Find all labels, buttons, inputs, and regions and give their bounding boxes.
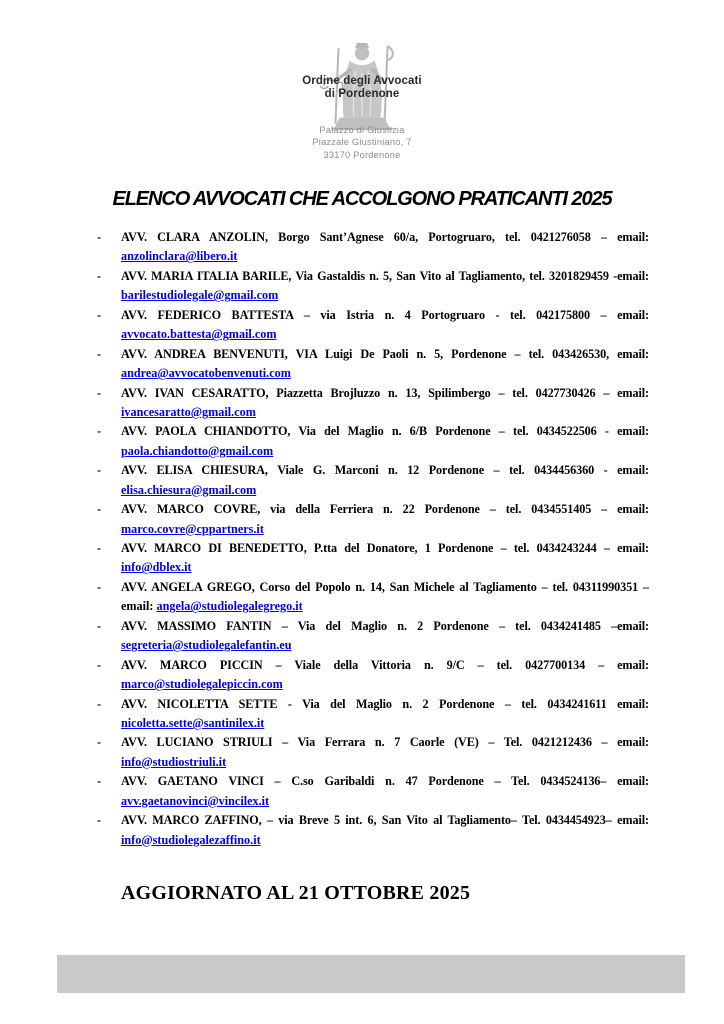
entry-email-link[interactable]: nicoletta.sette@santinilex.it [121,715,265,730]
entry-body [121,461,649,500]
entry-email-line [121,714,649,733]
entry-bullet: - [97,268,102,283]
entry-body [121,306,649,345]
entry-body [121,772,649,811]
entry-bullet: - [97,813,102,828]
entry-text: AVV. CLARA ANZOLIN, Borgo Sant’Agnese 60/a, Portogruaro, tel. 0421276058 – email: [121,230,649,244]
entry-body [121,695,649,734]
redaction-bar [57,955,685,993]
entry-text: AVV. IVAN CESARATTO, Piazzetta Brojluzzo n. 13, Spilimbergo – tel. 0427730426 – email: [121,385,649,400]
entry-bullet: - [97,385,102,400]
lawyer-entry [97,228,649,267]
entry-email-line [121,247,649,266]
entry-body [121,228,649,267]
entry-email-link[interactable]: marco.covre@cppartners.it [121,521,264,536]
entry-bullet: - [97,307,102,322]
entry-body [121,733,649,772]
lawyer-entry [97,422,649,461]
entry-email-link[interactable]: avvocato.battesta@gmail.com [121,327,277,342]
lawyer-entry [97,656,649,695]
entry-email-link[interactable]: avv.gaetanovinci@vincilex.it [121,793,270,808]
entry-text: AVV. MASSIMO FANTIN – Via del Maglio n. 2 Pordenone – tel. 0434241485 –email: [121,618,649,633]
entry-email-line [121,403,649,422]
entry-email-link[interactable]: info@studiolegalezaffino.it [121,832,261,847]
entry-body [121,384,649,423]
org-name-line2: di Pordenone [324,88,400,100]
entry-text: AVV. GAETANO VINCI – C.so Garibaldi n. 47 Pordenone – Tel. 0434524136– email: [121,774,649,789]
page-title: ELENCO AVVOCATI CHE ACCOLGONO PRATICANTI 2025 [112,188,612,210]
org-name [0,75,724,101]
entry-email-link[interactable]: ivancesaratto@gmail.com [121,404,256,419]
entry-bullet: - [97,657,102,672]
entry-email-link[interactable]: paola.chiandotto@gmail.com [121,443,274,458]
lawyer-entry [97,461,649,500]
entry-bullet: - [97,696,102,711]
entry-body [121,539,649,578]
lawyer-entry [97,539,649,578]
entry-bullet: - [97,424,102,439]
lawyer-entry [97,384,649,423]
entry-email-link[interactable]: marco@studiolegalepiccin.com [121,677,283,692]
lawyer-entry [97,617,649,656]
entry-email-link[interactable]: elisa.chiesura@gmail.com [121,482,257,497]
entry-text: AVV. MARIA ITALIA BARILE, Via Gastaldis n. 5, San Vito al Tagliamento, tel. 3201829459 -email: [121,268,649,283]
lawyer-entry [97,578,649,617]
entry-body [121,811,649,850]
entry-email-link[interactable]: info@studiostriuli.it [121,754,227,769]
entry-bullet: - [97,463,102,478]
entry-bullet: - [97,230,102,244]
lawyer-list [97,228,649,850]
entry-email-line [121,325,649,344]
entry-email-line [121,286,649,305]
entry-text: AVV. LUCIANO STRIULI – Via Ferrara n. 7 Caorle (VE) – Tel. 0421212436 – email: [121,735,649,750]
entry-email-line [121,520,649,539]
entry-email-link[interactable]: angela@studiolegalegrego.it [156,599,303,614]
entry-email-line [121,558,649,577]
entry-body [121,267,649,306]
entry-email-line [121,792,649,811]
entry-body [121,345,649,384]
entry-bullet: - [97,541,102,555]
address-line1: Palazzo di Giustizia [319,125,405,135]
lawyer-entry [97,772,649,811]
entry-email-link[interactable]: barilestudiolegale@gmail.com [121,288,279,303]
letterhead [0,42,724,172]
entry-text: AVV. MARCO ZAFFINO, – via Breve 5 int. 6, San Vito al Tagliamento– Tel. 0434454923– email: [121,813,649,828]
entry-text: AVV. MARCO DI BENEDETTO, P.tta del Donatore, 1 Pordenone – tel. 0434243244 – email: [121,541,649,555]
entry-text: AVV. ANGELA GREGO, Corso del Popolo n. 14, San Michele al Tagliamento – tel. 04311990351 – [121,579,649,594]
entry-body [121,422,649,461]
entry-bullet: - [97,618,102,633]
entry-email-line [121,753,649,772]
entry-email-line [121,442,649,461]
entry-text: AVV. PAOLA CHIANDOTTO, Via del Maglio n. 6/B Pordenone – tel. 0434522506 - email: [121,424,649,439]
entry-text: AVV. ANDREA BENVENUTI, VIA Luigi De Paoli n. 5, Pordenone – tel. 043426530, email: [121,346,649,361]
lawyer-entry [97,695,649,734]
lawyer-entry [97,733,649,772]
entry-bullet: - [97,774,102,789]
lawyer-entry [97,267,649,306]
entry-text: AVV. ELISA CHIESURA, Viale G. Marconi n. 12 Pordenone – tel. 0434456360 - email: [121,463,649,478]
entry-body [121,500,649,539]
lawyer-entry [97,500,649,539]
entry-text: AVV. FEDERICO BATTESTA – via Istria n. 4 Portogruaro - tel. 042175800 – email: [121,307,649,322]
entry-text: AVV. NICOLETTA SETTE - Via del Maglio n. 2 Pordenone – tel. 0434241611 email: [121,696,649,711]
entry-email-link[interactable]: info@dblex.it [121,560,192,575]
entry-bullet: - [97,735,102,750]
lawyer-entry [97,345,649,384]
address-line2: Piazzale Giustiniano, 7 [312,137,412,148]
org-address [0,124,724,161]
lawyer-entry [97,811,649,850]
entry-bullet: - [97,346,102,361]
lawyer-entry [97,306,649,345]
entry-bullet: - [97,579,102,594]
entry-email-link[interactable]: segreteria@studiolegalefantin.eu [121,638,292,653]
entry-email-line [121,481,649,500]
entry-email-prefix: email: [121,599,157,614]
entry-body [121,617,649,656]
entry-body [121,656,649,695]
org-name-line1: Ordine degli Avvocati [302,75,422,87]
entry-email-line [121,675,649,694]
entry-email-line [121,636,649,655]
entry-bullet: - [97,502,102,517]
entry-body [121,578,649,617]
entry-email-link[interactable]: anzolinclara@libero.it [121,249,238,264]
entry-text: AVV. MARCO PICCIN – Viale della Vittoria n. 9/C – tel. 0427700134 – email: [121,657,649,672]
entry-email-line [121,597,649,616]
logo-area [0,42,724,172]
entry-email-line [121,831,649,850]
updated-date-text: AGGIORNATO AL 21 OTTOBRE 2025 [121,882,471,904]
entry-text: AVV. MARCO COVRE, via della Ferriera n. 22 Pordenone – tel. 0434551405 – email: [121,502,649,517]
entry-email-link[interactable]: andrea@avvocatobenvenuti.com [121,366,291,381]
entry-email-line [121,364,649,383]
address-line3: 33170 Pordenone [323,149,401,160]
